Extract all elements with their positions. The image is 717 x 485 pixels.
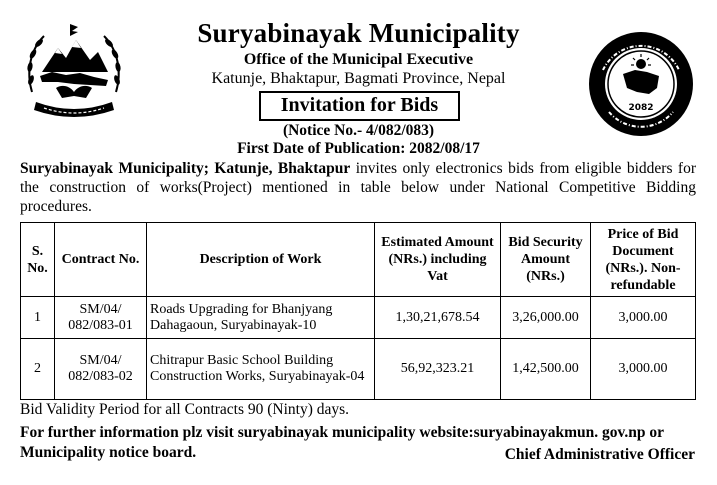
intro-rest: invites only electronics bids from eligible bidders for the construction of works(Project) mentioned in table below under National Competitive Bidding procedures.: [20, 160, 696, 215]
header-contract: Contract No.: [55, 223, 147, 297]
table-header-row: [21, 223, 696, 297]
cell-price: 3,000.00: [591, 339, 696, 400]
header-price: Price of Bid Document (NRs.). Non-refundable: [591, 223, 696, 297]
cell-security: 3,26,000.00: [501, 297, 591, 339]
cell-estimated: 1,30,21,678.54: [375, 297, 501, 339]
intro-paragraph: [20, 159, 696, 216]
cell-sn: 1: [21, 297, 55, 339]
table-row: [21, 297, 696, 339]
cell-estimated: 56,92,323.21: [375, 339, 501, 400]
page-title: Suryabinayak Municipality: [197, 18, 520, 48]
cell-contract: SM/04/ 082/083-01: [55, 297, 147, 339]
cell-price: 3,000.00: [591, 297, 696, 339]
notice-number: (Notice No.- 4/082/083): [282, 122, 435, 139]
signatory-title: Chief Administrative Officer: [504, 446, 695, 463]
bids-table: [20, 222, 696, 400]
cell-description: Chitrapur Basic School Building Construction Works, Suryabinayak-04: [147, 339, 375, 400]
header-estimated: Estimated Amount (NRs.) including Vat: [375, 223, 501, 297]
header-security: Bid Security Amount (NRs.): [501, 223, 591, 297]
cell-security: 1,42,500.00: [501, 339, 591, 400]
header-sn: S. No.: [21, 223, 55, 297]
cell-description: Roads Upgrading for Bhanjyang Dahagaoun, Suryabinayak-10: [147, 297, 375, 339]
table-row: [21, 339, 696, 400]
cell-contract: SM/04/ 082/083-02: [55, 339, 147, 400]
invitation-banner: Invitation for Bids: [259, 91, 460, 121]
cell-sn: 2: [21, 339, 55, 400]
intro-lead: Suryabinayak Municipality; Katunje, Bhaktapur: [20, 160, 351, 177]
seal-year: 2082: [628, 103, 654, 113]
header-description: Description of Work: [147, 223, 375, 297]
office-subtitle: Office of the Municipal Executive: [243, 51, 474, 68]
office-address: Katunje, Bhaktapur, Bagmati Province, Nepal: [211, 70, 506, 87]
bid-validity-text: Bid Validity Period for all Contracts 90 (Ninty) days.: [20, 401, 350, 418]
publication-date: First Date of Publication: 2082/08/17: [237, 140, 480, 157]
further-info-text: For further information plz visit suryabinayak municipality website:suryabinayakmun. gov.np or Municipality notice board.: [20, 424, 664, 461]
